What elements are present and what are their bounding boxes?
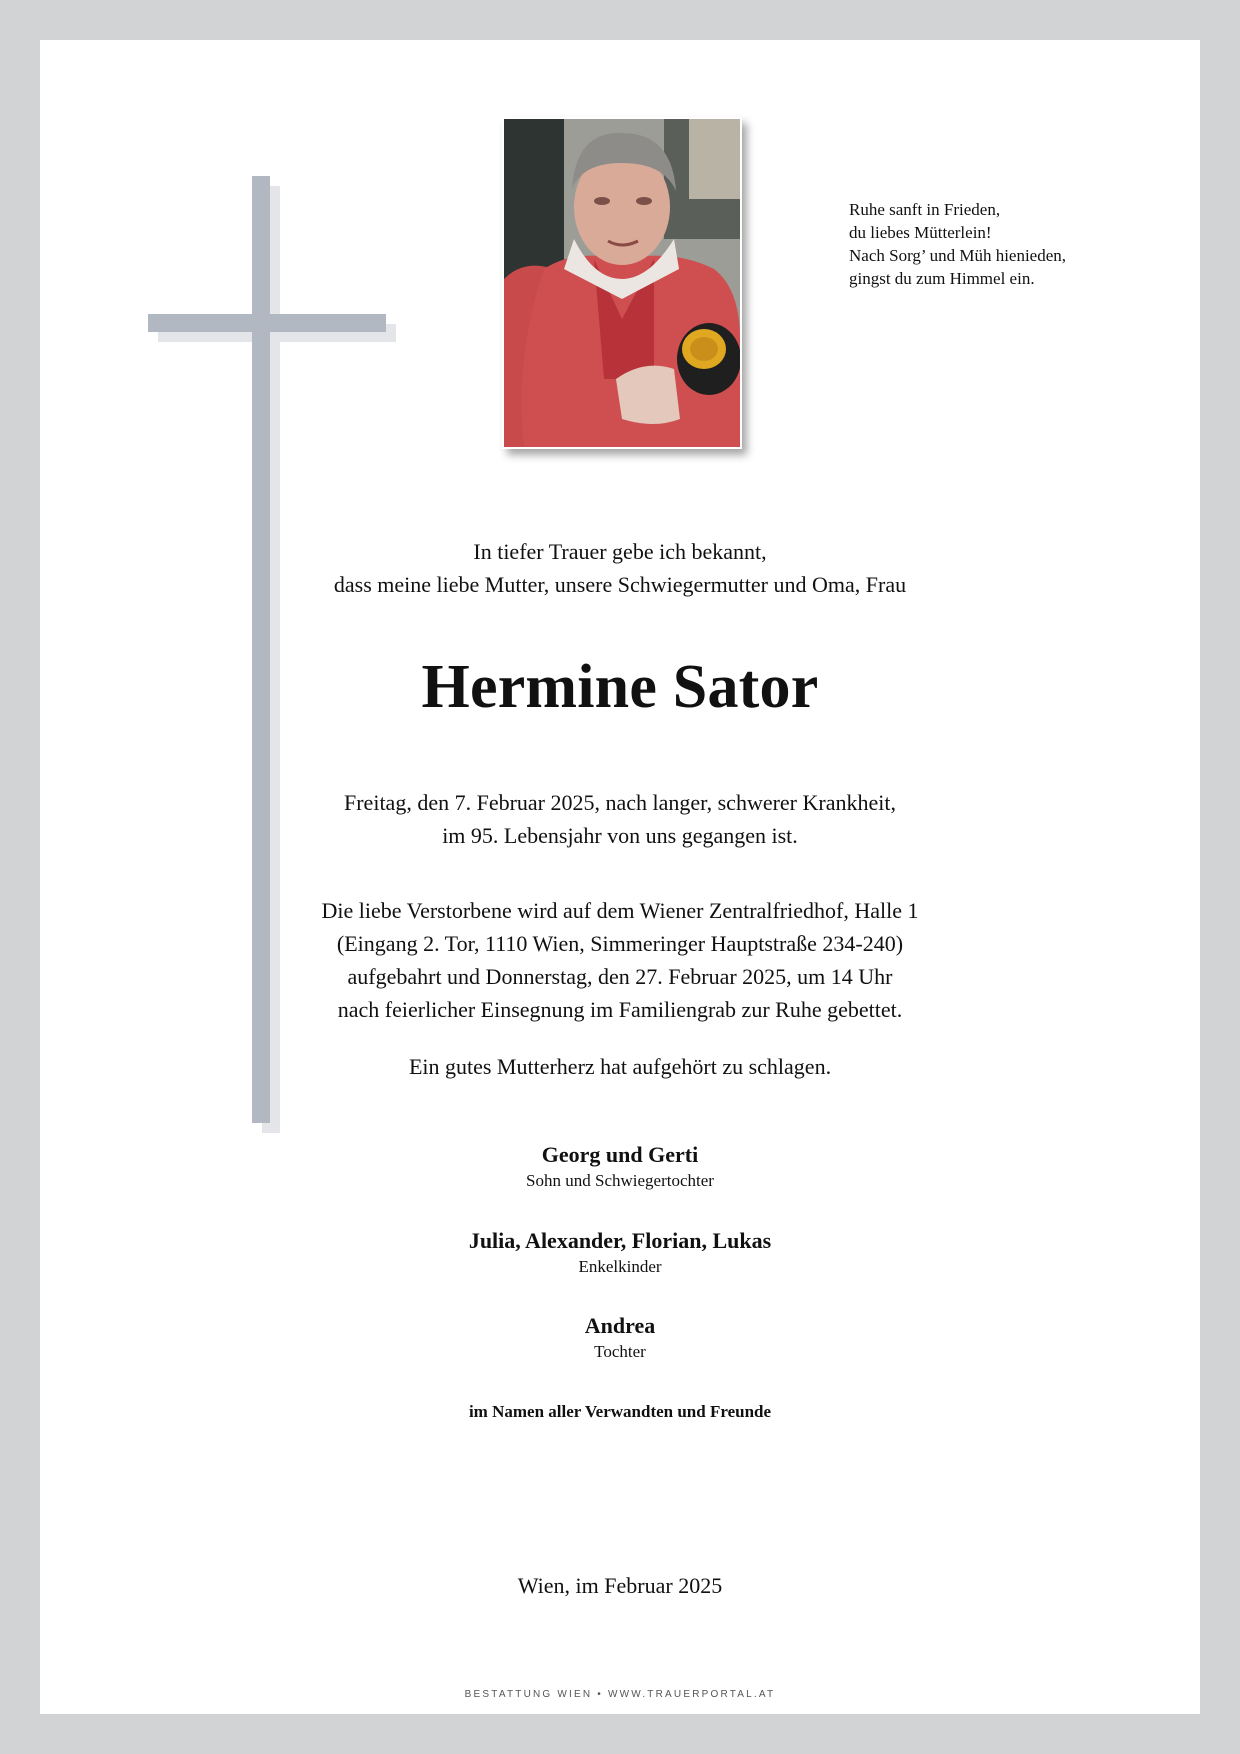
poem-line: gingst du zum Himmel ein. [849, 269, 1035, 288]
funeral-info-line: nach feierlicher Einsegnung im Familiengrab zur Ruhe gebettet. [337, 997, 903, 1022]
poem-line: Ruhe sanft in Frieden, [849, 200, 1001, 219]
poem [849, 198, 1149, 290]
intro-line: dass meine liebe Mutter, unsere Schwiegermutter und Oma, Frau [333, 572, 907, 597]
mourner-relation: Sohn und Schwiegertochter [526, 1171, 714, 1190]
death-notice-line: Freitag, den 7. Februar 2025, nach langer, schwerer Krankheit, [344, 790, 896, 815]
on-behalf-line: im Namen aller Verwandten und Freunde [468, 1402, 772, 1421]
place-date: Wien, im Februar 2025 [517, 1573, 723, 1598]
funeral-info-line: Die liebe Verstorbene wird auf dem Wiener Zentralfriedhof, Halle 1 [321, 898, 919, 923]
deceased-name: Hermine Sator [421, 653, 819, 721]
funeral-info [40, 894, 1200, 1026]
footer-credit: BESTATTUNG WIEN • WWW.TRAUERPORTAL.AT [464, 1689, 776, 1700]
funeral-info-line: (Eingang 2. Tor, 1110 Wien, Simmeringer Hauptstraße 234-240) [336, 931, 904, 956]
mourner-group [40, 1226, 1200, 1278]
mourner-names: Georg und Gerti [541, 1142, 699, 1167]
mourner-names: Andrea [584, 1313, 656, 1338]
closing-quote: Ein gutes Mutterherz hat aufgehört zu schlagen. [408, 1054, 832, 1079]
funeral-info-line: aufgebahrt und Donnerstag, den 27. Februar 2025, um 14 Uhr [347, 964, 893, 989]
mourner-relation: Tochter [594, 1342, 646, 1361]
mourner-relation: Enkelkinder [578, 1257, 662, 1276]
intro-line: In tiefer Trauer gebe ich bekannt, [473, 539, 767, 564]
death-notice [40, 786, 1200, 852]
death-notice-line: im 95. Lebensjahr von uns gegangen ist. [442, 823, 798, 848]
portrait-photo [502, 117, 742, 449]
cross-icon [148, 314, 386, 332]
obituary-sheet [40, 40, 1200, 1714]
poem-line: Nach Sorg’ und Müh hienieden, [849, 246, 1067, 265]
announcement-intro [40, 535, 1200, 601]
mourner-group [40, 1140, 1200, 1192]
mourner-group [40, 1311, 1200, 1363]
poem-line: du liebes Mütterlein! [849, 223, 992, 242]
mourner-names: Julia, Alexander, Florian, Lukas [468, 1228, 772, 1253]
